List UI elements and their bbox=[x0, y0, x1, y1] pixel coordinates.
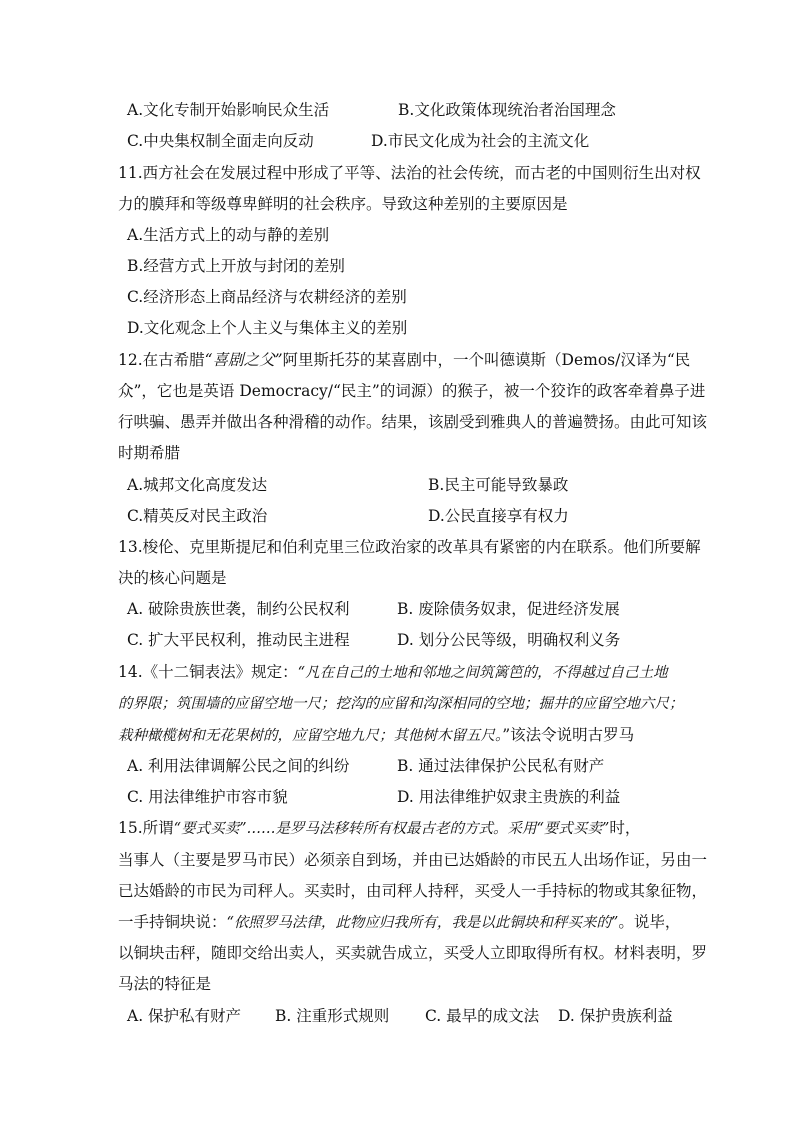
q15-stem-part4a: 一手持铜块说： bbox=[118, 913, 227, 931]
q15-stem-quote4: “依照罗马法律，此物应归我所有，我是以此铜块和秤买来的” bbox=[226, 915, 619, 931]
q12-stem-part1: 12.在古希腊 bbox=[118, 351, 205, 369]
q13-option-a: A. 破除贵族世袭，制约公民权利 bbox=[127, 600, 350, 618]
q11-option-b: B.经营方式上开放与封闭的差别 bbox=[127, 257, 345, 275]
q12-stem-line4: 时期希腊 bbox=[118, 444, 181, 462]
q12-stem-line1 bbox=[118, 350, 690, 370]
q15-option-c: C. 最早的成文法 bbox=[425, 1007, 540, 1025]
q12-stem-line3: 行哄骗、愚弄并做出各种滑稽的动作。结果，该剧受到雅典人的普遍赞扬。由此可知该 bbox=[118, 413, 708, 431]
q14-option-c: C. 用法律维护市容市貌 bbox=[127, 788, 288, 806]
q14-stem-quote3: 栽种橄榄树和无花果树的，应留空地九尺；其他树木留五尺。 bbox=[118, 728, 503, 744]
q15-option-a: A. 保护私有财产 bbox=[127, 1007, 242, 1025]
q11-stem-line1: 11.西方社会在发展过程中形成了平等、法治的社会传统，而古老的中国则衍生出对权 bbox=[118, 164, 701, 182]
q10-option-c: C.中央集权制全面走向反动 bbox=[127, 132, 314, 150]
q12-option-a: A.城邦文化高度发达 bbox=[127, 476, 268, 494]
q13-stem-line2: 决的核心问题是 bbox=[118, 569, 227, 587]
q15-stem-part1c: 时， bbox=[609, 819, 641, 837]
q15-stem-line5: 以铜块击秤，随即交给出卖人，买卖就告成立，买受人立即取得所有权。材料表明，罗 bbox=[118, 944, 708, 962]
q13-option-d: D. 划分公民等级，明确权利义务 bbox=[397, 631, 621, 649]
q14-option-d: D. 用法律维护奴隶主贵族的利益 bbox=[397, 788, 621, 806]
q13-stem-line1: 13.梭伦、克里斯提尼和伯利克里三位政治家的改革具有紧密的内在联系。他们所要解 bbox=[118, 538, 701, 556]
q14-option-a: A. 利用法律调解公民之间的纠纷 bbox=[127, 757, 350, 775]
q12-option-c: C.精英反对民主政治 bbox=[127, 507, 268, 525]
q11-option-a: A.生活方式上的动与静的差别 bbox=[127, 226, 330, 244]
q15-stem-line6: 马法的特征是 bbox=[118, 975, 212, 993]
q14-option-b: B. 通过法律保护公民私有财产 bbox=[397, 757, 605, 775]
q10-option-a: A.文化专制开始影响民众生活 bbox=[127, 101, 330, 119]
q15-stem-line3: 已达婚龄的市民为司秤人。买卖时，由司秤人持秤，买受人一手持标的物或其象征物， bbox=[118, 882, 708, 900]
q10-option-d: D.市民文化成为社会的主流文化 bbox=[371, 132, 590, 150]
q14-stem-part3: ”该法令说明古罗马 bbox=[502, 726, 635, 744]
q12-stem-line2: 众”，它也是英语 Democracy/“民主”的词源）的猴子，被一个狡诈的政客牵着鼻子进 bbox=[118, 382, 706, 400]
q14-stem-line2: 的界限；筑围墙的应留空地一尺；挖沟的应留和沟深相同的空地；掘井的应留空地六尺； bbox=[118, 696, 684, 712]
q10-option-b: B.文化政策体现统治者治国理念 bbox=[398, 101, 616, 119]
q11-stem-line2: 力的膜拜和等级尊卑鲜明的社会秩序。导致这种差别的主要原因是 bbox=[118, 195, 568, 213]
q14-stem-line3 bbox=[118, 725, 634, 746]
q12-stem-part2: 阿里斯托芬的某喜剧中，一个叫德谟斯（Demos/汉译为“民 bbox=[282, 351, 691, 369]
q13-option-b: B. 废除债务奴隶，促进经济发展 bbox=[397, 600, 620, 618]
q15-stem-quote1: “要式买卖”……是罗马法移转所有权最古老的方式。采用“要式买卖” bbox=[173, 821, 610, 837]
q15-stem-line2: 当事人（主要是罗马市民）必须亲自到场，并由已达婚龄的市民五人出场作证，另由一 bbox=[118, 851, 708, 869]
q14-stem-line1 bbox=[118, 662, 668, 683]
q15-stem-part4c: 。说毕， bbox=[618, 913, 681, 931]
q11-option-c: C.经济形态上商品经济与农耕经济的差别 bbox=[127, 288, 407, 306]
q12-option-b: B.民主可能导致暴政 bbox=[428, 476, 569, 494]
q13-option-c: C. 扩大平民权利，推动民主进程 bbox=[127, 631, 350, 649]
q15-option-d: D. 保护贵族利益 bbox=[558, 1007, 673, 1025]
q12-option-d: D.公民直接享有权力 bbox=[428, 507, 569, 525]
q14-stem-part1: 14.《十二铜表法》规定： bbox=[118, 663, 298, 681]
q14-stem-quote1: “凡在自己的土地和邻地之间筑篱笆的，不得越过自己土地 bbox=[297, 665, 668, 681]
q15-option-b: B. 注重形式规则 bbox=[275, 1007, 390, 1025]
q15-stem-line4 bbox=[118, 912, 680, 933]
q11-option-d: D.文化观念上个人主义与集体主义的差别 bbox=[127, 319, 408, 337]
q12-stem-quote: “喜剧之父” bbox=[204, 351, 283, 369]
q15-stem-part1: 15.所谓 bbox=[118, 819, 174, 837]
q15-stem-line1 bbox=[118, 818, 640, 839]
